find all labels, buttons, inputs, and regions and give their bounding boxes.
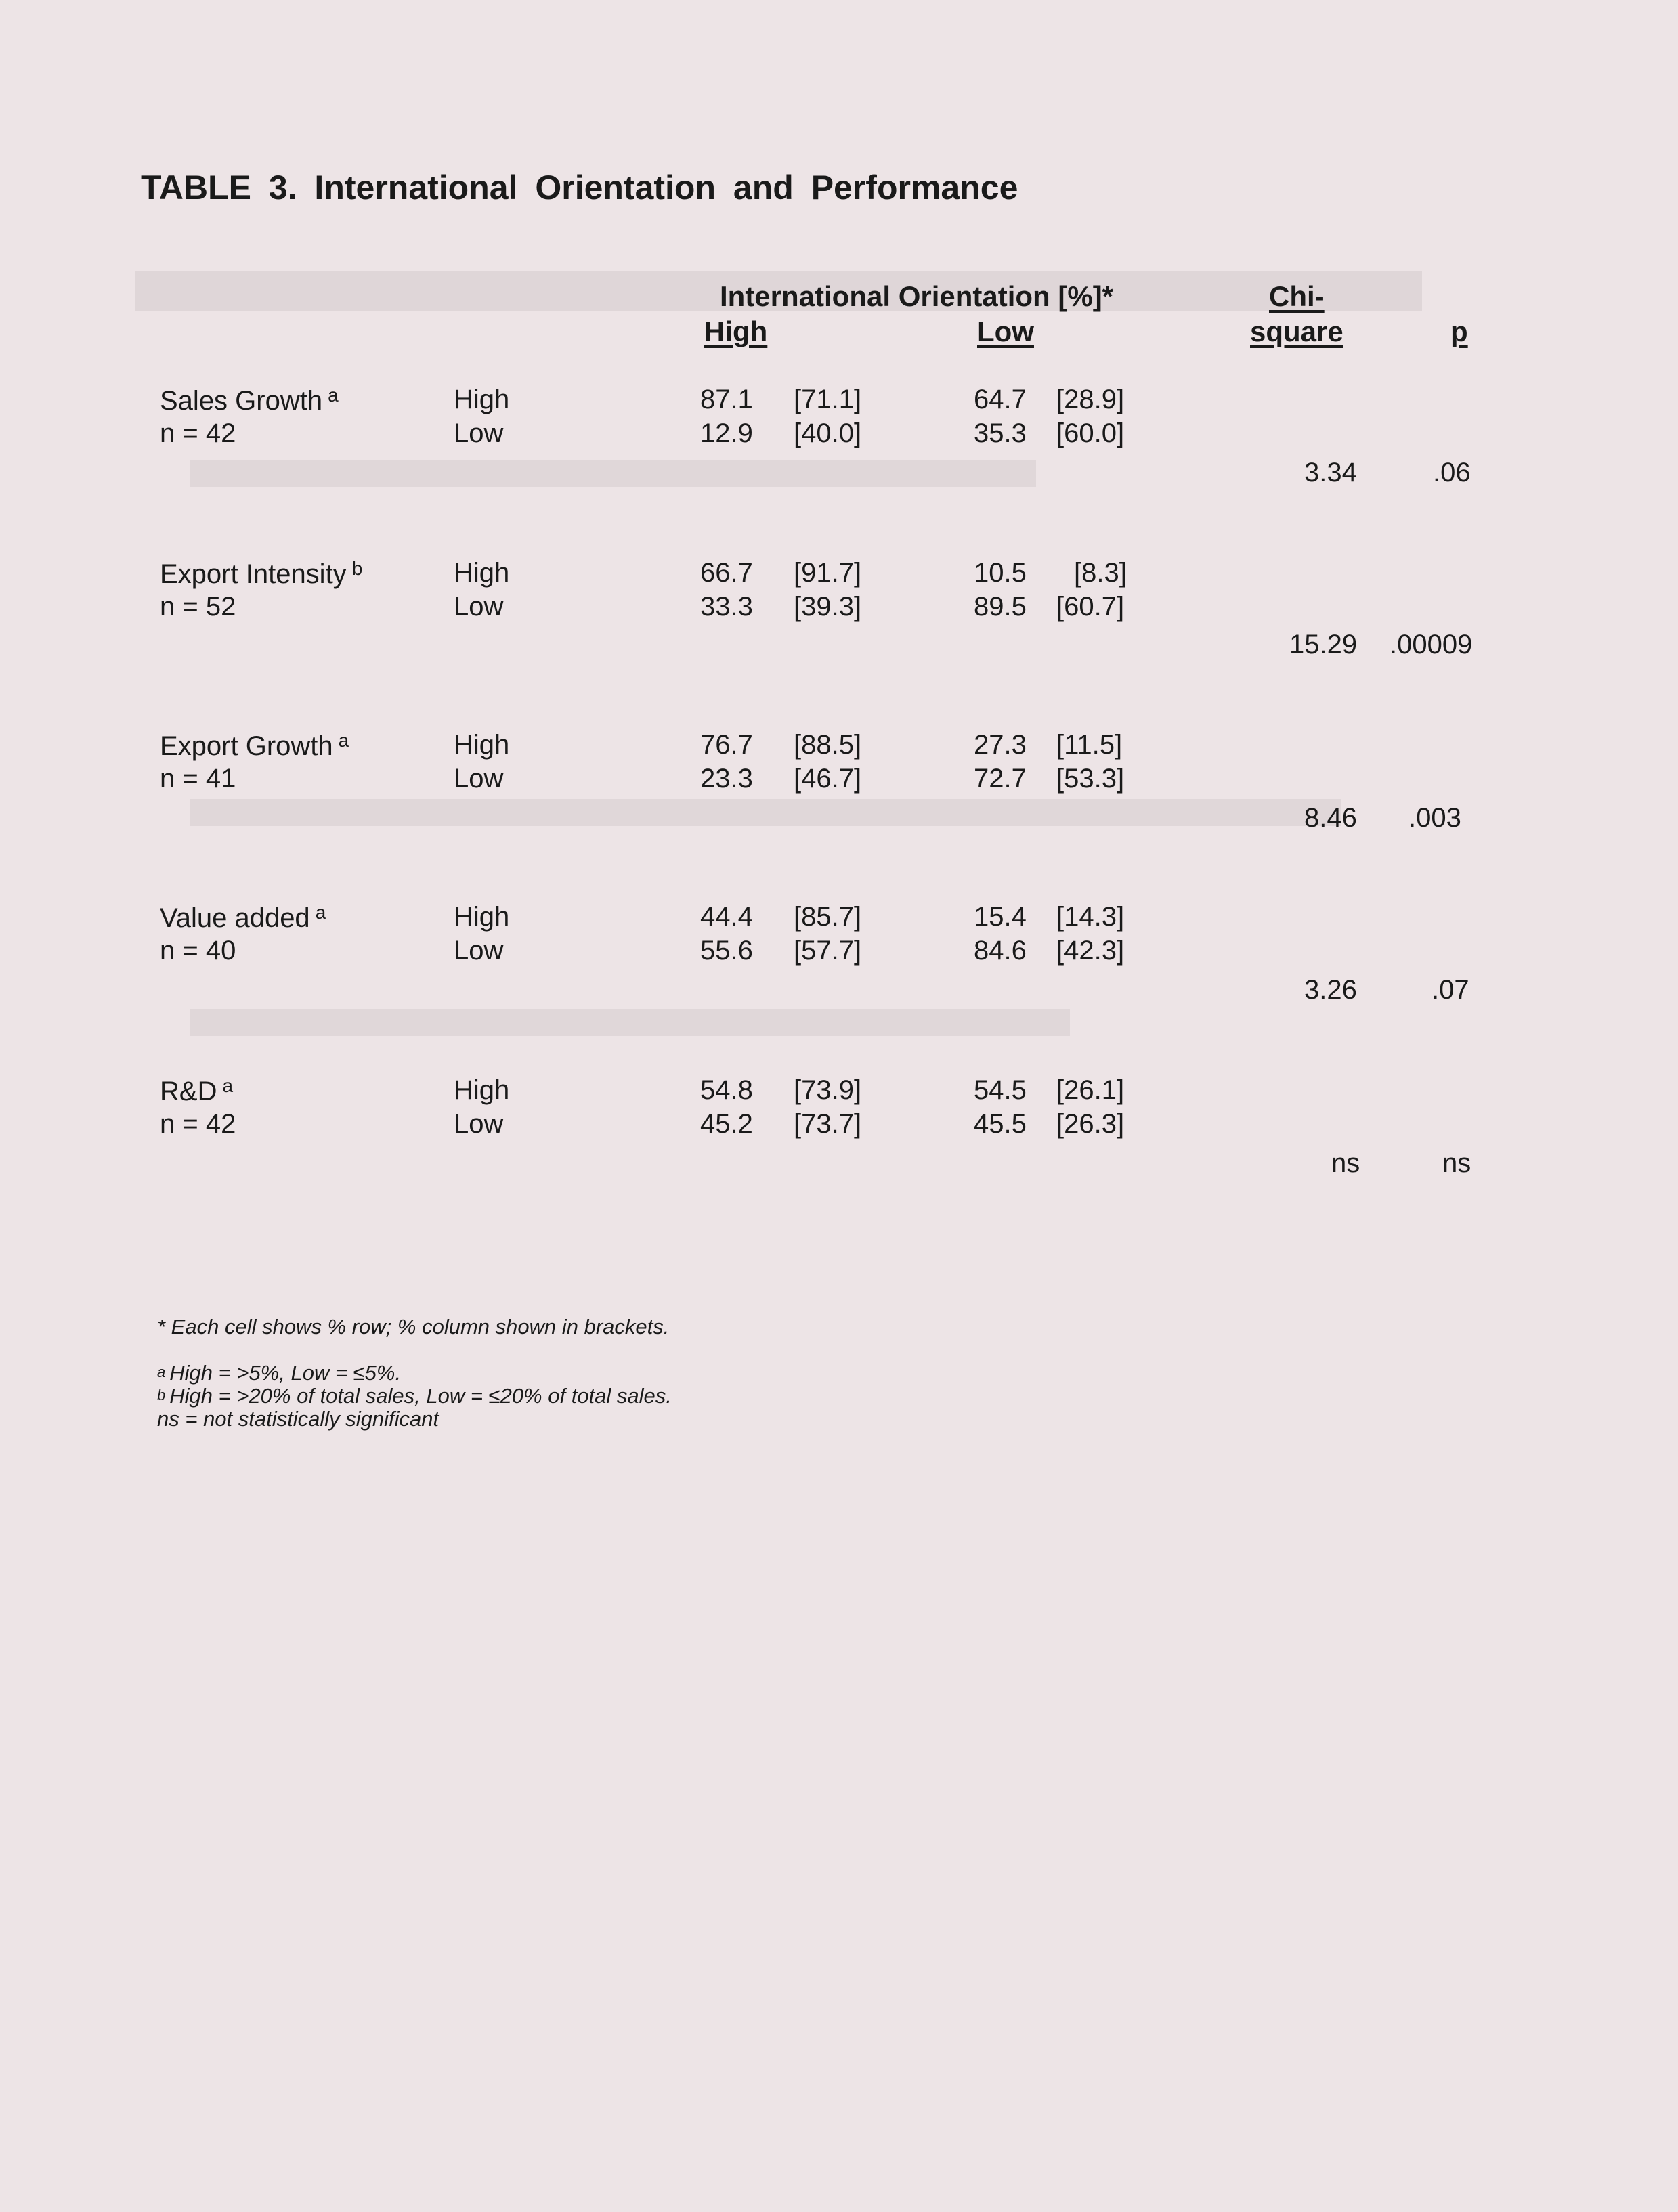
cell-col-pct: [11.5] xyxy=(1056,730,1123,760)
cell-value: 44.4 xyxy=(700,902,753,932)
cell-value: 45.5 xyxy=(974,1109,1027,1139)
level-low: Low xyxy=(454,418,504,448)
header-square: square xyxy=(1250,316,1343,347)
cell-col-pct: [60.0] xyxy=(1056,418,1125,448)
level-high: High xyxy=(454,558,510,588)
row-label: R&D $^a$ xyxy=(160,1075,234,1106)
p-value: .06 xyxy=(1433,458,1471,487)
cell-value: 45.2 xyxy=(700,1109,753,1139)
cell-col-pct: [73.9] xyxy=(794,1075,862,1105)
footnote-ns: ns = not statistically significant xyxy=(157,1407,439,1431)
level-high: High xyxy=(454,730,510,760)
cell-col-pct: [73.7] xyxy=(794,1109,862,1139)
cell-value: 66.7 xyxy=(700,558,753,588)
row-n: n = 42 xyxy=(160,1109,236,1139)
level-low: Low xyxy=(454,1109,504,1139)
cell-value: 33.3 xyxy=(700,592,753,622)
cell-value: 54.5 xyxy=(974,1075,1027,1105)
p-value: .00009 xyxy=(1390,630,1473,659)
footnote-a: a High = >5%, Low = ≤5%. xyxy=(157,1361,402,1385)
header-chi: Chi- xyxy=(1269,280,1325,312)
cell-col-pct: [53.3] xyxy=(1056,764,1125,794)
cell-col-pct: [42.3] xyxy=(1056,936,1125,966)
level-low: Low xyxy=(454,592,504,622)
cell-value: 84.6 xyxy=(974,936,1027,966)
footnote-marker: b xyxy=(351,558,363,579)
row-n: n = 52 xyxy=(160,592,236,622)
level-high: High xyxy=(454,385,510,414)
cell-col-pct: [46.7] xyxy=(794,764,862,794)
footnote-a-mark: a xyxy=(157,1364,166,1381)
cell-col-pct: [57.7] xyxy=(794,936,862,966)
cell-value: 15.4 xyxy=(974,902,1027,932)
cell-col-pct: [26.1] xyxy=(1056,1075,1125,1105)
level-high: High xyxy=(454,1075,510,1105)
row-n: n = 42 xyxy=(160,418,236,448)
chi-square-value: 3.26 xyxy=(1304,975,1357,1005)
cell-col-pct: [39.3] xyxy=(794,592,862,622)
cell-col-pct: [88.5] xyxy=(794,730,862,760)
cell-col-pct: [14.3] xyxy=(1056,902,1125,932)
footnote-b-mark: b xyxy=(157,1387,166,1404)
level-low: Low xyxy=(454,764,504,794)
footnote-marker: a xyxy=(222,1075,234,1096)
cell-col-pct: [60.7] xyxy=(1056,592,1125,622)
footnote-star: * Each cell shows % row; % column shown in brackets. xyxy=(157,1315,670,1339)
row-label: Sales Growth $^a$ xyxy=(160,385,339,416)
cell-value: 76.7 xyxy=(700,730,753,760)
footnote-marker: a xyxy=(315,902,326,923)
cell-value: 54.8 xyxy=(700,1075,753,1105)
row-label: Value added $^a$ xyxy=(160,902,326,933)
header-p: p xyxy=(1450,316,1468,347)
cell-value: 89.5 xyxy=(974,592,1027,622)
cell-col-pct: [28.9] xyxy=(1056,385,1125,414)
cell-value: 64.7 xyxy=(974,385,1027,414)
table-title: TABLE 3. International Orientation and Performance xyxy=(141,169,1018,207)
cell-col-pct: [26.3] xyxy=(1056,1109,1125,1139)
cell-col-pct: [71.1] xyxy=(794,385,862,414)
row-n: n = 41 xyxy=(160,764,236,794)
cell-col-pct: [91.7] xyxy=(794,558,862,588)
level-high: High xyxy=(454,902,510,932)
row-label: Export Growth $^a$ xyxy=(160,730,349,761)
chi-square-value: 3.34 xyxy=(1304,458,1357,487)
chi-square-value: ns xyxy=(1331,1148,1360,1178)
row-label: Export Intensity $^b$ xyxy=(160,558,363,589)
footnote-marker: a xyxy=(328,385,339,406)
p-value: ns xyxy=(1442,1148,1471,1178)
cell-value: 27.3 xyxy=(974,730,1027,760)
chi-square-value: 8.46 xyxy=(1304,803,1357,833)
cell-value: 10.5 xyxy=(974,558,1027,588)
cell-value: 72.7 xyxy=(974,764,1027,794)
cell-col-pct: [40.0] xyxy=(794,418,862,448)
cell-col-pct: [8.3] xyxy=(1074,558,1127,588)
header-high: High xyxy=(704,316,768,347)
row-n: n = 40 xyxy=(160,936,236,966)
cell-value: 55.6 xyxy=(700,936,753,966)
level-low: Low xyxy=(454,936,504,966)
cell-value: 23.3 xyxy=(700,764,753,794)
cell-value: 87.1 xyxy=(700,385,753,414)
header-international-orientation: International Orientation [%]* xyxy=(720,280,1114,312)
header-low: Low xyxy=(977,316,1034,347)
p-value: .003 xyxy=(1408,803,1461,833)
cell-col-pct: [85.7] xyxy=(794,902,862,932)
footnote-marker: a xyxy=(338,730,349,751)
chi-square-value: 15.29 xyxy=(1289,630,1358,659)
cell-value: 35.3 xyxy=(974,418,1027,448)
p-value: .07 xyxy=(1432,975,1469,1005)
footnote-b: b High = >20% of total sales, Low = ≤20% of total sales. xyxy=(157,1384,672,1408)
cell-value: 12.9 xyxy=(700,418,753,448)
